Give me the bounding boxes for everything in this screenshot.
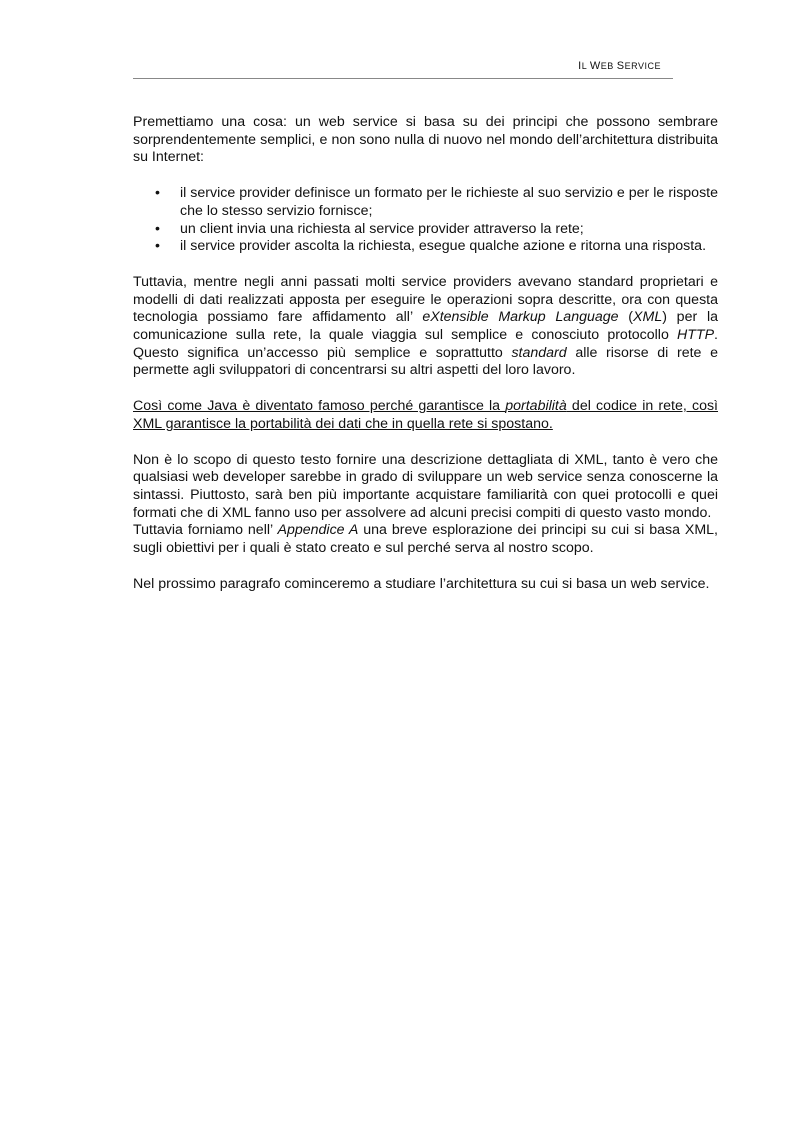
list-item: • il service provider ascolta la richiesta, esegue qualche azione e ritorna una risposta. <box>180 238 718 256</box>
scope-paragraph: Non è lo scopo di questo testo fornire una descrizione dettagliata di XML, tanto è vero che qualsiasi web developer sarebbe in grado di sviluppare un web service senza conoscerne la sintassi. Piuttosto, sarà ben più importante acquistare familiarità con quei protocolli e quei formati che di XML fanno uso per assolvere ad alcuni precisi compiti di questo vasto mondo. <box>133 451 718 521</box>
running-title: IL WEB SERVICE <box>578 60 661 72</box>
xml-paragraph: Tuttavia, mentre negli anni passati molti service providers avevano standard proprietari e modelli di dati realizzati apposta per eseguire le operazioni sopra descritte, ora con questa tecnologia possiamo fare affidamento all’ eXtensible Markup Language (XML) per la comunicazione sulla rete, la quale viaggia sul semplice e conosciuto protocollo HTTP. Questo significa un’accesso più semplice e soprattutto standard alle risorse di rete e permette agli sviluppatori di concentrarsi su altri aspetti del loro lavoro. <box>133 273 718 379</box>
principles-list <box>133 185 718 256</box>
next-paragraph: Nel prossimo paragrafo cominceremo a studiare l’architettura su cui si basa un web service. <box>133 575 710 592</box>
list-item: • il service provider definisce un formato per le richieste al suo servizio e per le risposte che lo stesso servizio fornisce; <box>180 185 718 220</box>
list-item: • un client invia una richiesta al service provider attraverso la rete; <box>180 221 718 239</box>
intro-paragraph: Premettiamo una cosa: un web service si basa su dei principi che possono sembrare sorprendentemente semplici, e non sono nulla di nuovo nel mondo dell’architettura distribuita su Internet: <box>133 114 718 166</box>
portability-paragraph: Così come Java è diventato famoso perché garantisce la portabilità del codice in rete, così XML garantisce la portabilità dei dati che in quella rete si spostano. <box>133 398 719 432</box>
page-body <box>133 114 718 593</box>
appendix-paragraph: Tuttavia forniamo nell’ Appendice A una breve esplorazione dei principi su cui si basa XML, sugli obiettivi per i quali è stato creato e sul perché serva al nostro scopo. <box>133 522 718 557</box>
page-header <box>133 56 673 79</box>
